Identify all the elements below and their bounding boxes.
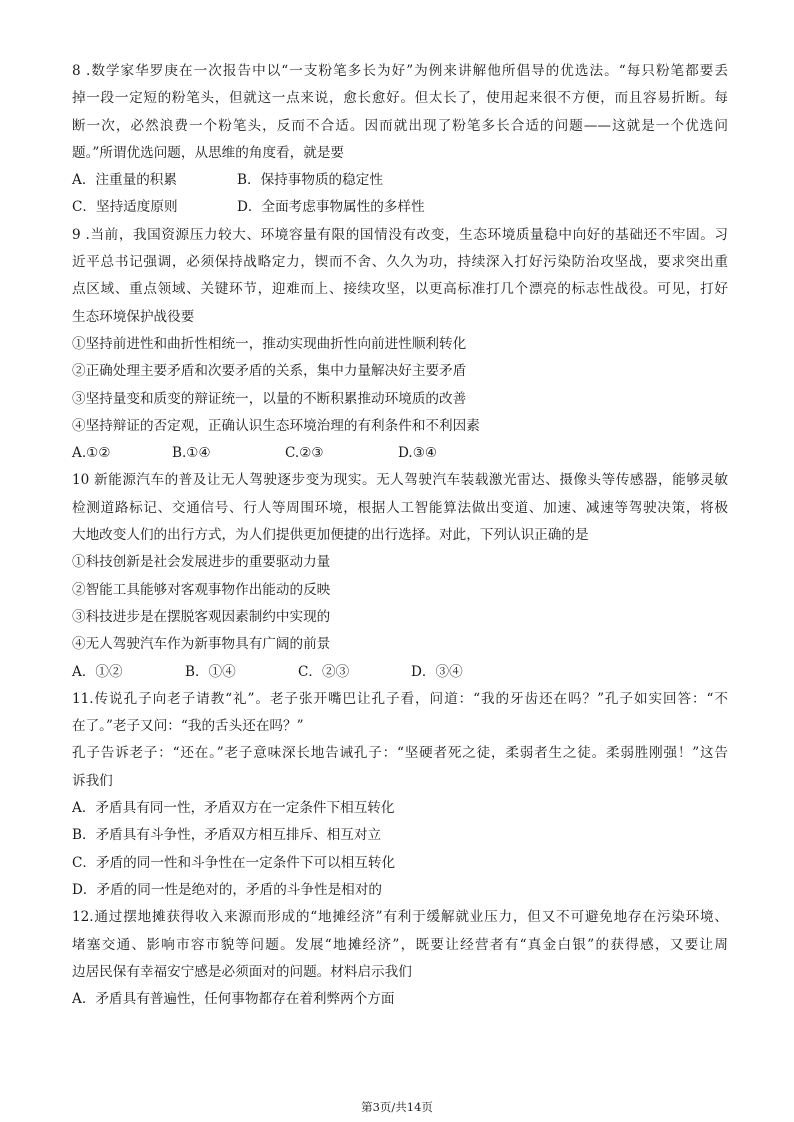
question-8-stem-line-4: 题。”所谓优选问题，从思维的角度看，就是要 — [72, 144, 345, 161]
question-10-option-c: C．②③ — [298, 663, 350, 680]
page-footer: 第3页/共14页 — [361, 1100, 433, 1114]
question-9 — [72, 222, 728, 468]
question-9-stem-line-4: 生态环境保护战役要 — [72, 308, 195, 325]
question-11-stem-line-4: 诉我们 — [72, 772, 113, 789]
question-11-option-b: B．矛盾具有斗争性，矛盾双方相互排斥、相互对立 — [72, 827, 382, 844]
question-11-stem-line-3: 孔子告诉老子：“还在。”老子意味深长地告诫孔子：“坚硬者死之徒，柔弱者生之徒。柔弱胜刚强！”这告 — [72, 745, 728, 762]
question-8-stem-line-2: 掉一段一定短的粉笔头，但就这一点来说，愈长愈好。但太长了，使用起来很不方便，而且容易折断。每 — [72, 90, 728, 107]
question-9-option-d: D.③④ — [398, 445, 438, 462]
question-8-stem-line-3: 断一次，必然浪费一个粉笔头，反而不合适。因而就出现了粉笔多长合适的问题——这就是一个优选问 — [72, 117, 728, 134]
question-10-stem-line-3: 大地改变人们的出行方式，为人们提供更加便捷的出行选择。对此，下列认识正确的是 — [72, 527, 589, 544]
question-12 — [72, 904, 728, 1013]
question-10-options — [72, 659, 728, 686]
question-12-stem-line-3: 边居民保有幸福安宁感是必须面对的问题。材料启示我们 — [72, 963, 412, 980]
question-11 — [72, 686, 728, 904]
question-10 — [72, 467, 728, 685]
question-12-stem-line-2: 堵塞交通、影响市容市貌等问题。发展“地摊经济”，既要让经营者有“真金白银”的获得感，又要让周 — [72, 936, 728, 953]
question-11-stem-line-1: 11.传说孔子向老子请教“礼”。老子张开嘴巴让孔子看，问道：“我的牙齿还在吗？”孔子如实回答：“不 — [72, 690, 728, 707]
question-10-item-3: ③科技进步是在摆脱客观因素制约中实现的 — [72, 608, 331, 625]
question-10-option-d: D．③④ — [411, 663, 463, 680]
question-10-stem-line-2: 检测道路标记、交通信号、行人等周围环境，根据人工智能算法做出变道、加速、减速等驾驶决策，将极 — [72, 499, 728, 516]
question-10-option-a: A．①② — [72, 663, 123, 680]
question-8-option-c: C．坚持适度原则 — [72, 199, 178, 216]
question-8-options-row-2 — [72, 194, 728, 221]
question-9-item-4: ④坚持辩证的否定观，正确认识生态环境治理的有利条件和不利因素 — [72, 417, 480, 434]
question-8-option-b: B．保持事物质的稳定性 — [237, 172, 383, 189]
question-8 — [72, 58, 728, 222]
question-9-option-c: C.②③ — [285, 445, 324, 462]
question-9-stem-line-1: 9 .当前，我国资源压力较大、环境容量有限的国情没有改变，生态环境质量稳中向好的基础还不牢固。习 — [72, 226, 728, 243]
question-10-stem-line-1: 10 新能源汽车的普及让无人驾驶逐步变为现实。无人驾驶汽车装载激光雷达、摄像头等传感器，能够灵敏 — [72, 472, 728, 489]
question-11-option-c: C．矛盾的同一性和斗争性在一定条件下可以相互转化 — [72, 854, 396, 871]
question-11-option-a: A．矛盾具有同一性，矛盾双方在一定条件下相互转化 — [72, 800, 395, 817]
question-9-option-b: B.①④ — [172, 445, 211, 462]
question-9-options — [72, 440, 728, 467]
question-8-options-row-1 — [72, 167, 728, 194]
question-8-option-d: D．全面考虑事物属性的多样性 — [237, 199, 425, 216]
question-8-option-a: A．注重量的积累 — [72, 172, 177, 189]
question-10-item-4: ④无人驾驶汽车作为新事物具有广阔的前景 — [72, 636, 331, 653]
question-12-option-a: A．矛盾具有普遍性，任何事物都存在着利弊两个方面 — [72, 991, 395, 1008]
question-10-item-2: ②智能工具能够对客观事物作出能动的反映 — [72, 581, 331, 598]
question-9-stem-line-3: 点区域、重点领域、关键环节，迎难而上、接续攻坚，以更高标准打几个漂亮的标志性战役。可见，打好 — [72, 281, 728, 298]
question-11-option-d: D．矛盾的同一性是绝对的，矛盾的斗争性是相对的 — [72, 881, 382, 898]
question-11-stem-line-2: 在了。”老子又问：“我的舌头还在吗？” — [72, 718, 304, 735]
question-10-item-1: ①科技创新是社会发展进步的重要驱动力量 — [72, 554, 331, 571]
question-10-option-b: B．①④ — [185, 663, 236, 680]
question-8-stem-line-1: 8 .数学家华罗庚在一次报告中以“一支粉笔多长为好”为例来讲解他所倡导的优选法。“每只粉笔都要丢 — [72, 63, 728, 79]
question-9-item-1: ①坚持前进性和曲折性相统一，推动实现曲折性向前进性顺利转化 — [72, 335, 467, 352]
question-content — [72, 58, 728, 1013]
question-9-stem-line-2: 近平总书记强调，必须保持战略定力，锲而不舍、久久为功，持续深入打好污染防治攻坚战，要求突出重 — [72, 254, 728, 271]
question-9-item-2: ②正确处理主要矛盾和次要矛盾的关系，集中力量解决好主要矛盾 — [72, 363, 467, 380]
question-12-stem-line-1: 12.通过摆地摊获得收入来源而形成的“地摊经济”有利于缓解就业压力，但又不可避免地存在污染环境、 — [72, 909, 728, 926]
question-9-option-a: A.①② — [72, 445, 111, 462]
question-9-item-3: ③坚持量变和质变的辩证统一，以量的不断积累推动环境质的改善 — [72, 390, 467, 407]
